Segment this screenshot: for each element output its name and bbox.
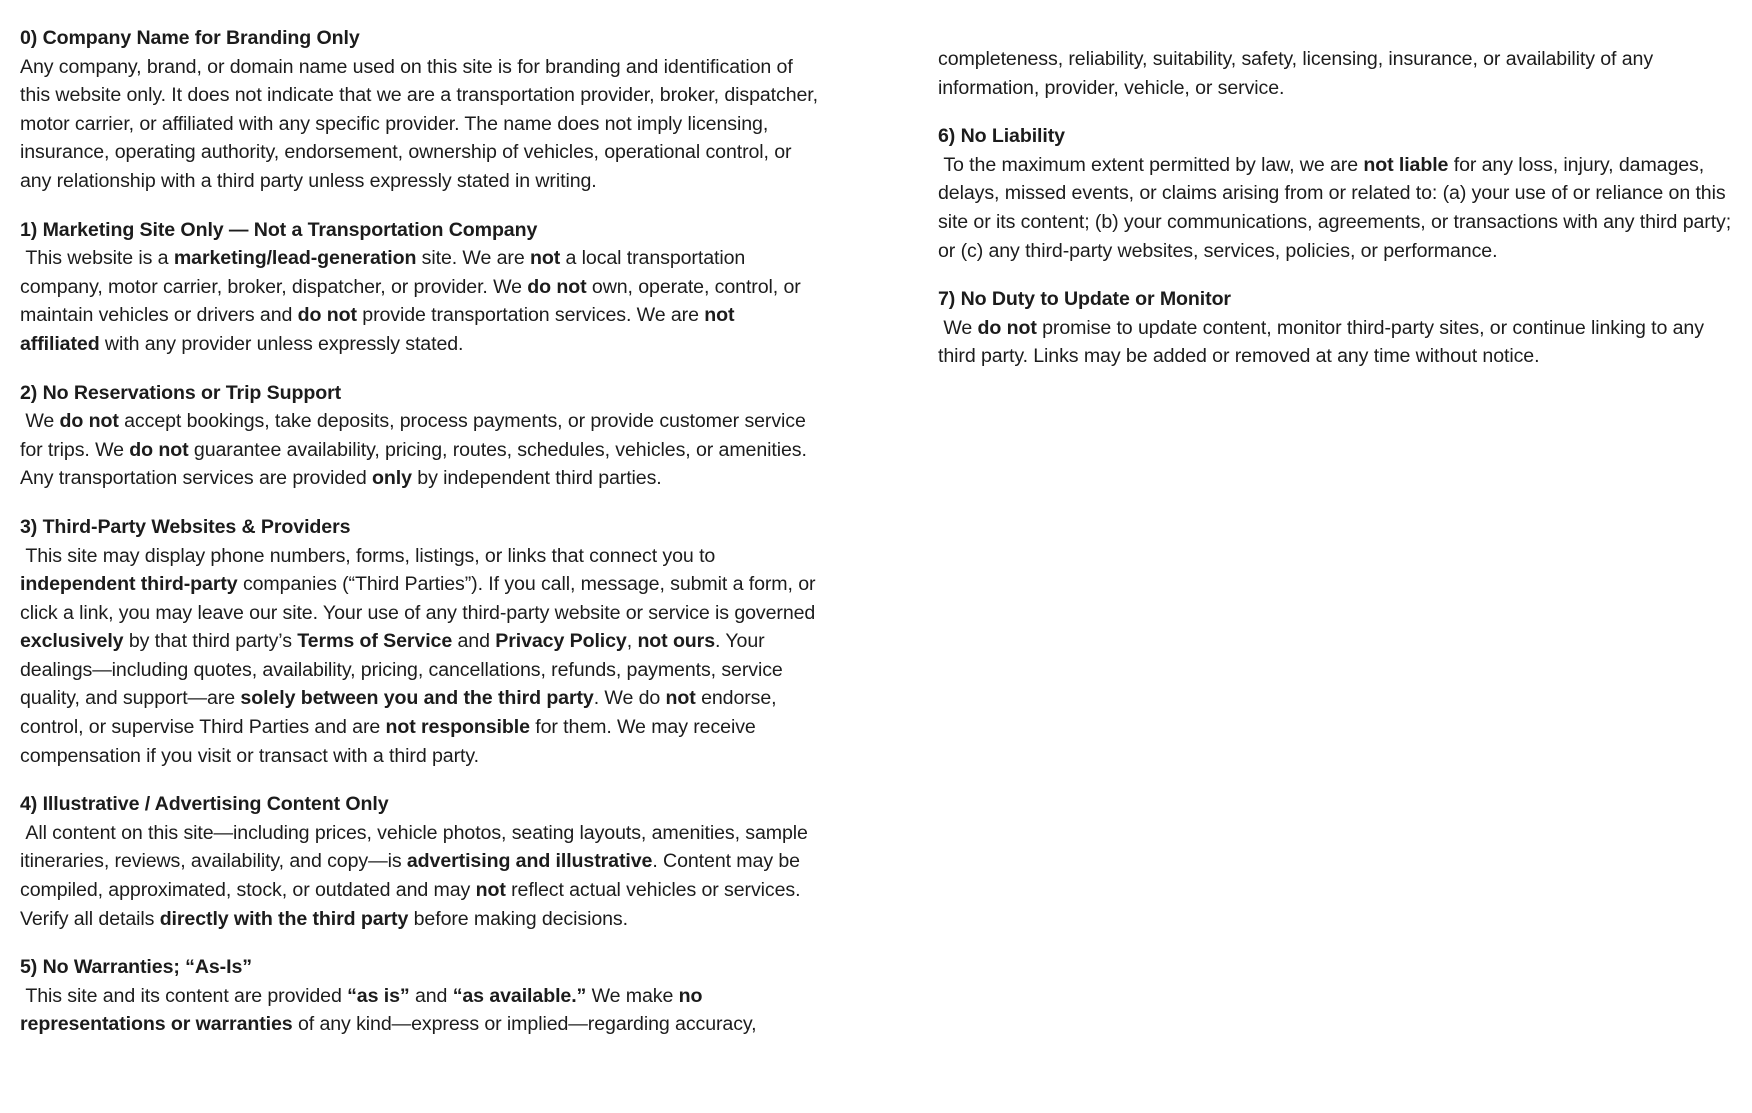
- text-run: We make: [586, 984, 679, 1007]
- text-run: completeness, reliability, suitability, safety, licensing, insurance, or availability of any information, provider, vehicle, or service.: [938, 48, 1654, 99]
- bold-text-run: “as is”: [347, 984, 410, 1007]
- section-heading: 6) No Liability: [938, 125, 1065, 148]
- text-run: . Your dealings—including quotes, availability, pricing, cancellations, refunds, payments, service quality, and support—are: [20, 630, 783, 710]
- text-run: site. We are: [416, 247, 530, 270]
- section-heading: 4) Illustrative / Advertising Content Only: [20, 793, 389, 816]
- text-run: by that third party’s: [123, 630, 298, 653]
- text-run: a local transportation company, motor carrier, broker, dispatcher, or provider. We: [20, 247, 746, 298]
- section-heading: 3) Third-Party Websites & Providers: [20, 515, 351, 538]
- bold-text-run: not ours: [637, 630, 716, 653]
- text-run: by independent third parties.: [411, 467, 662, 490]
- text-run: and: [452, 630, 496, 653]
- text-run: reflect actual vehicles or services. Verify all details: [20, 879, 801, 930]
- text-run: All content on this site—including prices, vehicle photos, seating layouts, amenities, sample itineraries, reviews, availability, and copy—is: [20, 821, 808, 873]
- bold-text-run: do not: [129, 438, 189, 461]
- bold-text-run: do not: [977, 316, 1037, 339]
- bold-text-run: marketing/lead-generation: [173, 247, 417, 270]
- bold-text-run: do not: [527, 275, 587, 298]
- bold-text-run: Terms of Service: [297, 630, 453, 653]
- text-run: and: [409, 984, 453, 1007]
- bold-text-run: do not: [59, 410, 119, 433]
- section-heading: 2) No Reservations or Trip Support: [20, 381, 342, 404]
- text-run: . We do: [593, 687, 666, 710]
- bold-text-run: advertising and illustrative: [406, 850, 653, 873]
- section-heading: 0) Company Name for Branding Only: [20, 27, 360, 49]
- text-run: This site may display phone numbers, forms, listings, or links that connect you to: [20, 544, 716, 567]
- text-run: provide transportation services. We are: [356, 304, 705, 327]
- document-column-left: [20, 0, 818, 1059]
- text-run: guarantee availability, pricing, routes, schedules, vehicles, or amenities. Any transportation services are provided: [20, 438, 807, 490]
- text-run: ,: [626, 630, 638, 653]
- text-run: This website is a: [20, 247, 174, 270]
- bold-text-run: exclusively: [20, 630, 124, 653]
- text-run: for any loss, injury, damages, delays, missed events, or claims arising from or related to: (a) your use of or reliance on this site or its content; (b) your communications, agreements, or transactions with any third party; or (c) any third-party websites, services, policies, or performance.: [938, 153, 1732, 262]
- document-column-right: [938, 0, 1736, 391]
- text-run: endorse, control, or supervise Third Parties and are: [20, 687, 777, 739]
- section-paragraph: [20, 216, 818, 359]
- text-run: companies (“Third Parties”). If you call, message, submit a form, or click a link, you may leave our site. Your use of any third-party website or service is governed: [20, 573, 816, 624]
- section-paragraph: [20, 513, 818, 770]
- bold-text-run: not responsible: [385, 716, 530, 739]
- bold-text-run: do not: [297, 304, 357, 327]
- section-heading: 7) No Duty to Update or Monitor: [938, 288, 1231, 311]
- bold-text-run: independent third-party: [20, 573, 238, 596]
- text-run: We: [938, 316, 978, 339]
- text-run: . Content may be compiled, approximated, stock, or outdated and may: [20, 850, 800, 902]
- bold-text-run: not: [475, 879, 506, 902]
- section-paragraph: [20, 24, 818, 196]
- section-paragraph: [20, 379, 818, 493]
- bold-text-run: only: [372, 467, 412, 490]
- text-run: Any company, brand, or domain name used on this site is for branding and identification of this website only. It does not indicate that we are a transportation provider, broker, dispatcher, motor carrier, or affiliated with any specific provider. The name does not imply licensing, insurance, operating authority, endorsement, ownership of vehicles, operational control, or any relationship with a third party unless expressly stated in writing.: [20, 55, 818, 192]
- section-paragraph: [938, 45, 1736, 102]
- bold-text-run: not: [529, 247, 561, 270]
- text-run: This site and its content are provided: [20, 984, 348, 1007]
- bold-text-run: directly with the third party: [159, 907, 409, 930]
- text-run: with any provider unless expressly stated.: [99, 332, 464, 355]
- text-run: We: [20, 410, 60, 433]
- bold-text-run: “as available.”: [452, 984, 587, 1007]
- bold-text-run: not: [665, 687, 696, 710]
- section-paragraph: [20, 953, 818, 1039]
- text-run: for them. We may receive compensation if you visit or transact with a third party.: [20, 716, 756, 767]
- section-paragraph: [938, 122, 1736, 265]
- text-run: accept bookings, take deposits, process payments, or provide customer service for trips. We: [20, 410, 806, 461]
- text-run: own, operate, control, or maintain vehicles or drivers and: [20, 275, 801, 327]
- bold-text-run: not affiliated: [20, 304, 735, 355]
- bold-text-run: Privacy Policy: [495, 630, 627, 653]
- section-heading: 1) Marketing Site Only — Not a Transportation Company: [20, 218, 538, 241]
- text-run: promise to update content, monitor third-party sites, or continue linking to any third party. Links may be added or removed at any time without notice.: [938, 316, 1704, 368]
- bold-text-run: not liable: [1363, 153, 1449, 176]
- section-heading: 5) No Warranties; “As-Is”: [20, 956, 252, 979]
- text-run: To the maximum extent permitted by law, we are: [938, 153, 1364, 176]
- section-paragraph: [20, 790, 818, 933]
- text-run: before making decisions.: [408, 907, 628, 930]
- section-paragraph: [938, 285, 1736, 371]
- bold-text-run: solely between you and the third party: [240, 687, 594, 710]
- text-run: of any kind—express or implied—regarding accuracy,: [292, 1013, 757, 1036]
- bold-text-run: no representations or warranties: [20, 984, 703, 1036]
